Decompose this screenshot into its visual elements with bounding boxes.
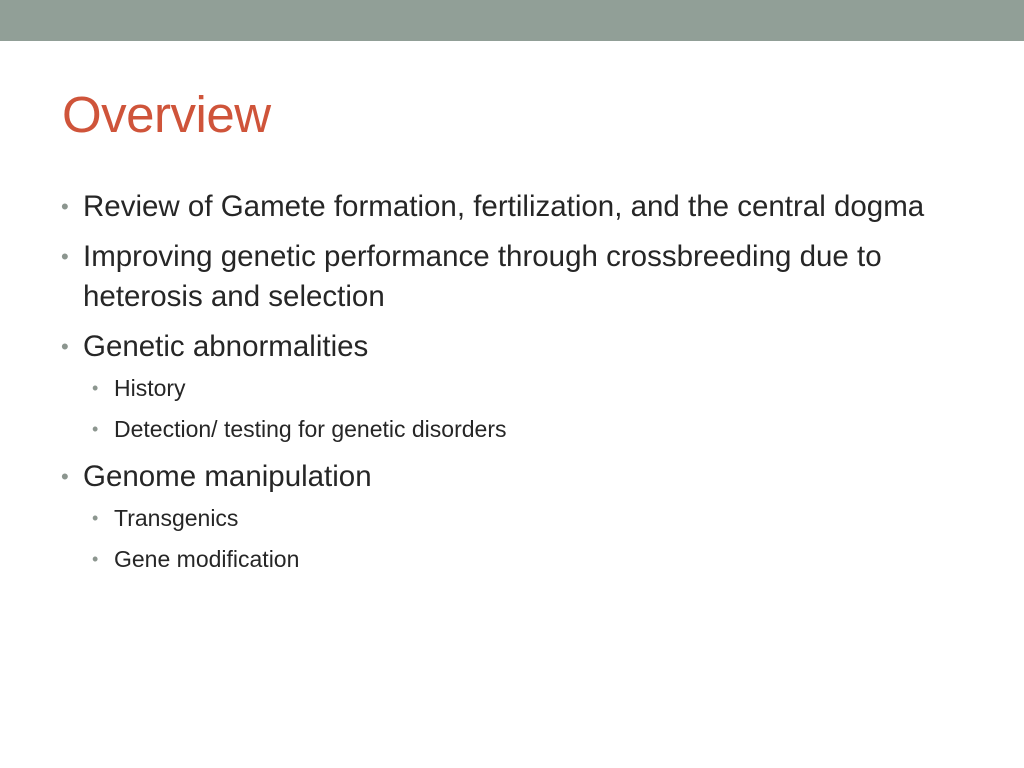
bullet-marker: • [61,194,69,219]
bullet-text: Gene modification [114,546,300,572]
bullet-item [61,187,961,227]
bullet-marker: • [61,334,69,359]
sub-bullet-item [92,544,961,575]
bullet-marker: • [61,464,69,489]
sub-bullet-item [92,414,961,445]
bullet-marker: • [92,378,99,398]
slide-title: Overview [62,86,271,143]
bullet-text: Genetic abnormalities [83,330,369,363]
bullet-marker: • [61,244,69,269]
bullet-item [61,237,961,317]
bullet-text: Review of Gamete formation, fertilization, and the central dogma [83,190,925,223]
bullet-text: Detection/ testing for genetic disorders [114,416,507,442]
bullet-item [61,327,961,367]
bullet-list [61,187,961,585]
bullet-text: Transgenics [114,505,239,531]
top-accent-bar [0,0,1024,41]
bullet-marker: • [92,419,99,439]
bullet-marker: • [92,549,99,569]
sub-bullet-item [92,503,961,534]
bullet-item [61,457,961,497]
bullet-text: History [114,375,186,401]
sub-bullet-item [92,373,961,404]
bullet-text: Genome manipulation [83,460,372,493]
bullet-marker: • [92,508,99,528]
bullet-text: Improving genetic performance through crossbreeding due to heterosis and selection [83,240,882,313]
